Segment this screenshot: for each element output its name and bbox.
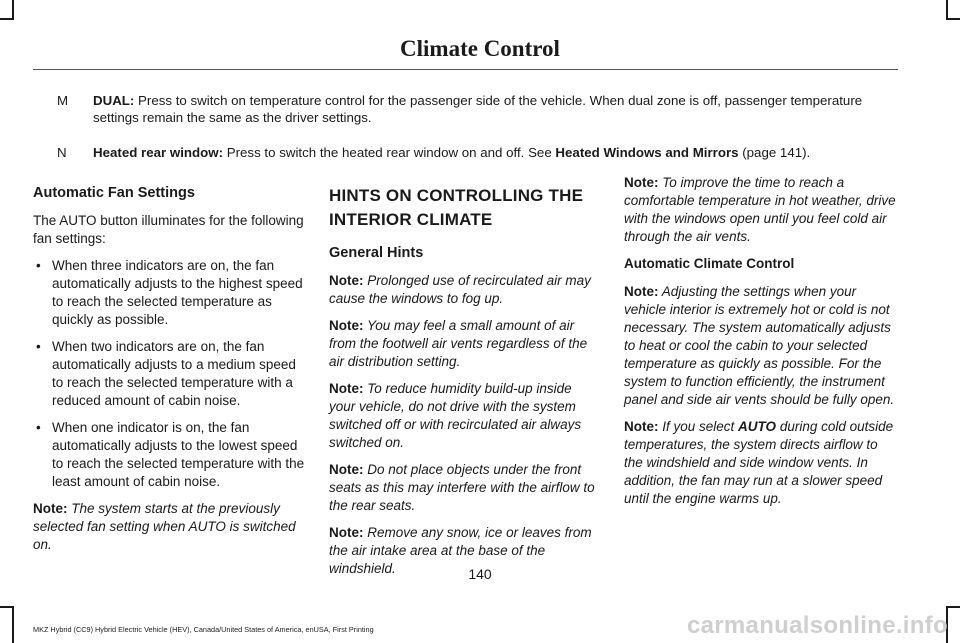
paragraph: The AUTO button illuminates for the following fan settings: [33,213,304,246]
page-number: 140 [468,566,492,582]
key-item-n [57,144,897,161]
note-text: You may feel a small amount of air from the footwell air vents regardless of the air distribution setting. [329,318,588,369]
watermark: carmanualsonline.info [686,612,948,639]
print-info: MKZ Hybrid (CC9) Hybrid Electric Vehicle (HEV), Canada/United States of America, enUSA, First Printing [33,625,374,634]
note-text: during cold outside temperatures, the system directs airflow to the windshield and side window vents. In addition, the fan may run at a slower speed until the engine warms up. [624,419,894,506]
note [624,174,896,246]
page-title: Climate Control [400,36,560,61]
crop-mark-top-right-v [946,0,948,20]
note [329,380,601,452]
key-item-m [57,92,897,126]
list-item: • When three indicators are on, the fan automatically adjusts to the highest speed to reach the selected temperature as quickly as possible. [33,257,305,329]
bullet-list [33,257,305,491]
key-label: DUAL: [93,93,135,108]
note-text: To improve the time to reach a comfortable temperature in hot weather, drive with the windows open until you feel cold air through the air vents. [624,175,896,244]
key-text: Press to switch the heated rear window on and off. See [223,145,556,160]
note [624,418,896,508]
key-label: Heated rear window: [93,145,224,160]
page-reference-link[interactable]: Heated Windows and Mirrors [555,145,739,160]
crop-mark-bottom-left-v [12,606,14,643]
note-emphasis: AUTO [738,419,777,434]
key-letter: N [57,145,67,160]
note-label: Note: [624,419,659,434]
crop-mark-top-left-v [12,0,14,20]
key-text: Press to switch on temperature control for the passenger side of the vehicle. When dual zone is off, passenger temperature settings remain the same as the driver settings. [93,93,863,125]
note-label: Note: [329,381,364,396]
note-label: Note: [329,462,364,477]
note [33,500,305,554]
note-text: Prolonged use of recirculated air may cause the windows to fog up. [329,273,591,306]
note-label: Note: [624,175,659,190]
note-label: Note: [33,501,68,516]
crop-mark-bottom-right-h [946,606,960,608]
note [329,272,601,308]
note-text: Remove any snow, ice or leaves from the air intake area at the base of the windshield. [329,525,592,576]
list-item: • When one indicator is on, the fan automatically adjusts to the lowest speed to reach the selected temperature with the least amount of cabin noise. [33,419,305,491]
section-heading: General Hints [329,245,424,261]
crop-mark-top-right-h [946,18,960,20]
header-divider [33,69,898,70]
section-heading: Automatic Fan Settings [33,185,195,201]
chapter-heading-line-2: INTERIOR CLIMATE [329,210,493,229]
column-1 [33,182,305,563]
note-text: To reduce humidity build-up inside your vehicle, do not drive with the system switched off or with recirculated air always switched on. [329,381,582,450]
crop-mark-top-left-h [0,18,14,20]
note-text: Adjusting the settings when your vehicle interior is extremely hot or cold is not necessary. The system automatically adjusts to heat or cool the cabin to your selected temperature as quickly as possible. For the system to function efficiently, the instrument panel and side air vents should be fully open. [624,284,895,407]
note [329,461,601,515]
note-label: Note: [329,525,364,540]
note-label: Note: [329,318,364,333]
chapter-heading-line-1: HINTS ON CONTROLLING THE [329,186,584,205]
note-label: Note: [329,273,364,288]
note-text: Do not place objects under the front seats as this may interfere with the airflow to the rear seats. [329,462,595,513]
note-text: The system starts at the previously selected fan setting when AUTO is switched on. [33,501,296,552]
note-label: Note: [624,284,659,299]
key-letter: M [57,93,69,108]
chapter-heading [329,184,601,232]
note-text: If you select [658,419,739,434]
subsection-heading: Automatic Climate Control [624,256,795,271]
crop-mark-bottom-left-h [0,606,14,608]
note [624,283,896,409]
list-item: • When two indicators are on, the fan automatically adjusts to a medium speed to reach the selected temperature with a reduced amount of cabin noise. [33,338,305,410]
note [329,317,601,371]
column-2 [329,182,601,587]
key-text-tail: (page 141). [738,145,811,160]
column-3 [624,174,896,517]
